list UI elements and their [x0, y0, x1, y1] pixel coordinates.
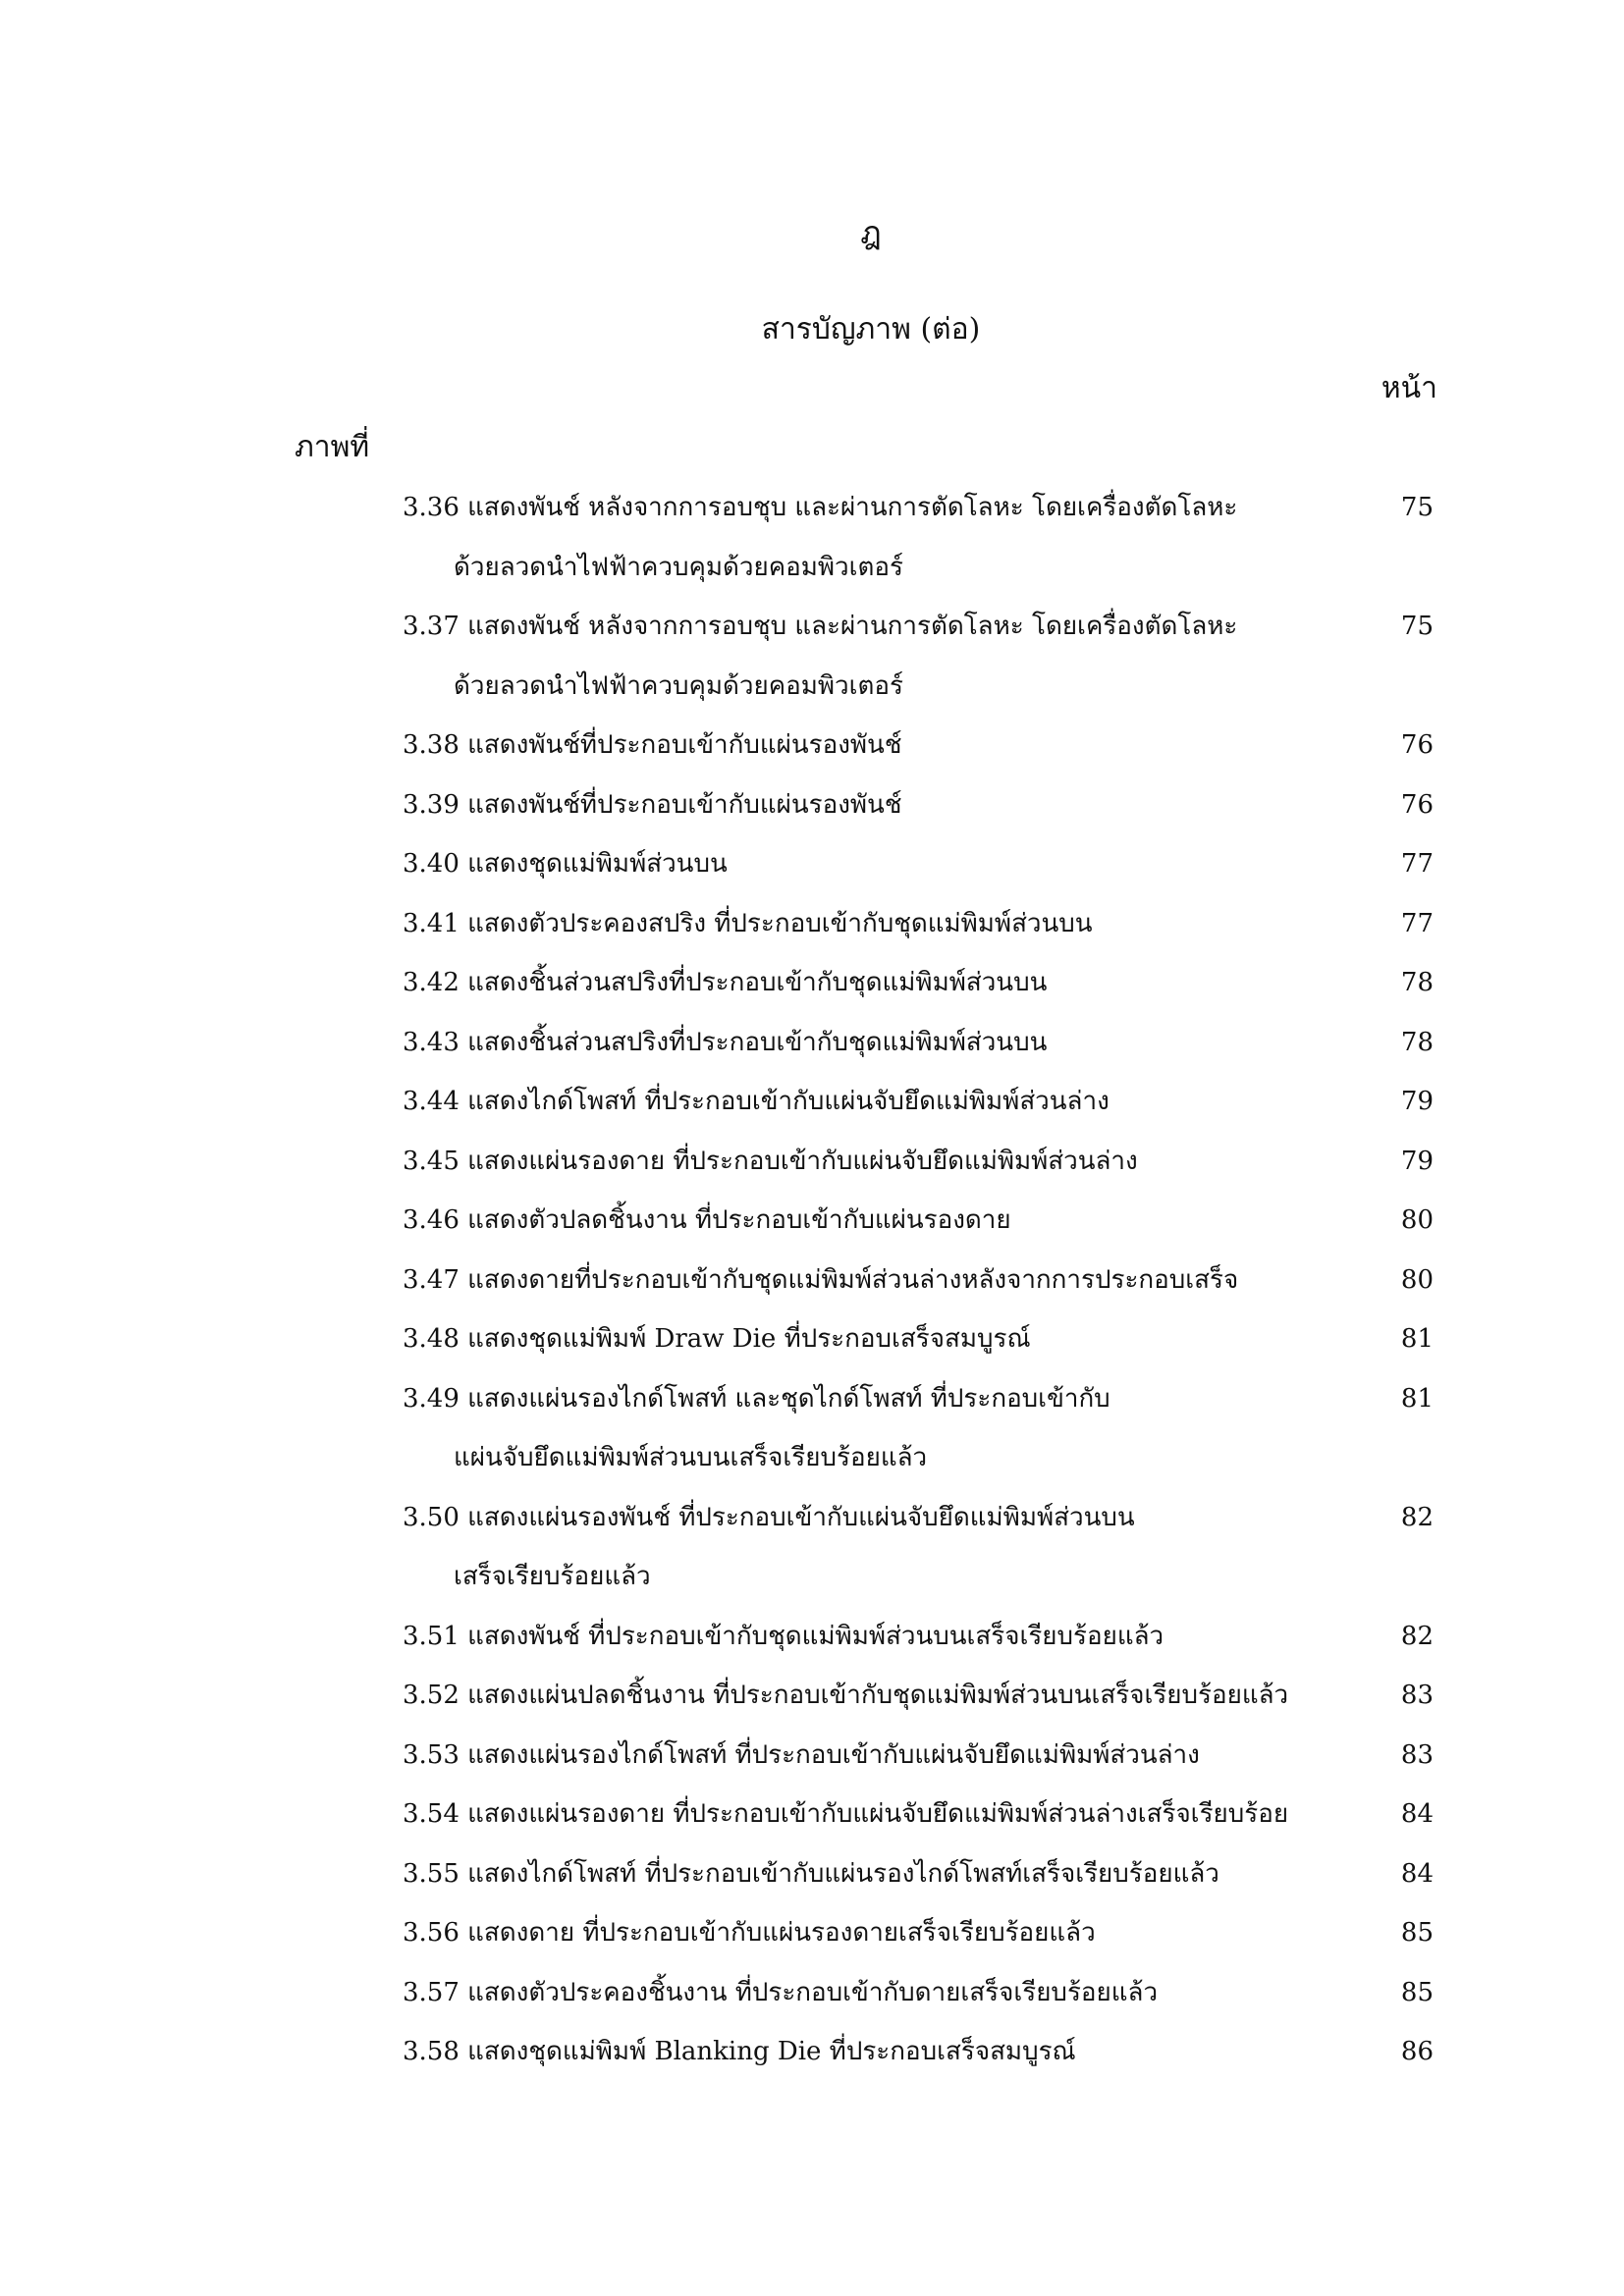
figure-entry	[403, 2022, 1434, 2082]
figure-entry	[403, 894, 1434, 954]
figure-entry-page: 78	[1400, 968, 1434, 997]
figure-entry-title: 3.36 แสดงพันช์ หลังจากการอบชุบ และผ่านการตัดโลหะ โดยเครื่องตัดโลหะ	[403, 493, 1238, 522]
figure-entry	[403, 716, 1434, 775]
figure-entry	[403, 1369, 1434, 1488]
figure-entry-title: 3.46 แสดงตัวปลดชิ้นงาน ที่ประกอบเข้ากับแผ่นรองดาย	[403, 1205, 1011, 1235]
figure-entry-page: 81	[1400, 1324, 1434, 1354]
figure-entry-page: 76	[1400, 789, 1434, 820]
figure-entry	[403, 1785, 1434, 1844]
figure-entry-title: 3.39 แสดงพันช์ที่ประกอบเข้ากับแผ่นรองพันช์	[403, 789, 902, 820]
figure-entry	[403, 1488, 1434, 1607]
figure-entry-page: 75	[1400, 493, 1434, 522]
figure-entry	[403, 1191, 1434, 1251]
figure-entry-page: 79	[1400, 1087, 1434, 1116]
figure-entry-page: 83	[1400, 1739, 1434, 1770]
figure-entry-title: 3.51 แสดงพันช์ ที่ประกอบเข้ากับชุดแม่พิมพ์ส่วนบนเสร็จเรียบร้อยแล้ว	[403, 1621, 1164, 1651]
figure-entry-page: 83	[1400, 1681, 1434, 1710]
figure-entry-title: 3.37 แสดงพันช์ หลังจากการอบชุบ และผ่านการตัดโลหะ โดยเครื่องตัดโลหะ	[403, 612, 1238, 641]
figure-entry-page: 79	[1400, 1146, 1434, 1176]
figure-entry-title: 3.47 แสดงดายที่ประกอบเข้ากับชุดแม่พิมพ์ส่วนล่างหลังจากการประกอบเสร็จ	[403, 1264, 1239, 1295]
figure-entry-title: 3.43 แสดงชิ้นส่วนสปริงที่ประกอบเข้ากับชุดแม่พิมพ์ส่วนบน	[403, 1027, 1048, 1057]
figure-entry	[403, 1903, 1434, 1963]
figure-entry-title: 3.56 แสดงดาย ที่ประกอบเข้ากับแผ่นรองดายเสร็จเรียบร้อยแล้ว	[403, 1918, 1096, 1948]
figure-entry-title: 3.49 แสดงแผ่นรองไกด์โพสท์ และชุดไกด์โพสท์ ที่ประกอบเข้ากับ	[403, 1383, 1110, 1414]
figure-entry-title: 3.42 แสดงชิ้นส่วนสปริงที่ประกอบเข้ากับชุดแม่พิมพ์ส่วนบน	[403, 968, 1048, 997]
figure-entry-page: 75	[1400, 612, 1434, 641]
page-column-header: หน้า	[1380, 371, 1437, 405]
figure-entry	[403, 597, 1434, 716]
figure-entry	[403, 775, 1434, 835]
figure-entry-title: 3.57 แสดงตัวประคองชิ้นงาน ที่ประกอบเข้ากับดายเสร็จเรียบร้อยแล้ว	[403, 1977, 1159, 2007]
figure-entry-page: 77	[1400, 908, 1434, 938]
figure-entry	[403, 1963, 1434, 2023]
figure-entry	[403, 1309, 1434, 1369]
figure-entry-title: 3.53 แสดงแผ่นรองไกด์โพสท์ ที่ประกอบเข้ากับแผ่นจับยึดแม่พิมพ์ส่วนล่าง	[403, 1739, 1200, 1770]
figure-entry-page: 85	[1400, 1977, 1434, 2007]
figure-entry-title-continued: เสร็จเรียบร้อยแล้ว	[454, 1562, 651, 1591]
page-number: ฎ	[860, 214, 882, 251]
figure-entry-title: 3.44 แสดงไกด์โพสท์ ที่ประกอบเข้ากับแผ่นจับยึดแม่พิมพ์ส่วนล่าง	[403, 1087, 1110, 1116]
figure-entry	[403, 1666, 1434, 1726]
figure-column-header: ภาพที่	[295, 430, 370, 464]
figure-entry-title-continued: ด้วยลวดนำไฟฟ้าควบคุมด้วยคอมพิวเตอร์	[454, 670, 903, 701]
figure-entry-page: 84	[1400, 1799, 1434, 1829]
figure-entry	[403, 478, 1434, 597]
figure-entry-title: 3.40 แสดงชุดแม่พิมพ์ส่วนบน	[403, 849, 728, 879]
figure-entry	[403, 1072, 1434, 1132]
figure-entry-title-continued: แผ่นจับยึดแม่พิมพ์ส่วนบนเสร็จเรียบร้อยแล้ว	[454, 1443, 928, 1472]
figure-entry-page: 78	[1400, 1027, 1434, 1057]
figure-entry-page: 86	[1400, 2037, 1434, 2066]
figure-list	[403, 478, 1434, 2082]
figure-entry-title: 3.58 แสดงชุดแม่พิมพ์ Blanking Die ที่ประกอบเสร็จสมบูรณ์	[403, 2037, 1076, 2066]
figure-entry-page: 80	[1400, 1205, 1434, 1235]
figure-entry-title: 3.38 แสดงพันช์ที่ประกอบเข้ากับแผ่นรองพันช์	[403, 730, 902, 760]
figure-entry-title: 3.55 แสดงไกด์โพสท์ ที่ประกอบเข้ากับแผ่นรองไกด์โพสท์เสร็จเรียบร้อยแล้ว	[403, 1858, 1219, 1889]
figure-entry-title: 3.45 แสดงแผ่นรองดาย ที่ประกอบเข้ากับแผ่นจับยึดแม่พิมพ์ส่วนล่าง	[403, 1146, 1138, 1176]
figure-entry	[403, 1726, 1434, 1786]
figure-entry	[403, 1251, 1434, 1310]
figure-entry	[403, 834, 1434, 894]
figure-entry	[403, 1013, 1434, 1073]
figure-entry-page: 80	[1400, 1264, 1434, 1295]
figure-entry-page: 84	[1400, 1858, 1434, 1889]
figure-entry-title: 3.50 แสดงแผ่นรองพันช์ ที่ประกอบเข้ากับแผ่นจับยึดแม่พิมพ์ส่วนบน	[403, 1502, 1135, 1532]
figure-entry-title: 3.41 แสดงตัวประคองสปริง ที่ประกอบเข้ากับชุดแม่พิมพ์ส่วนบน	[403, 908, 1093, 938]
figure-entry	[403, 1607, 1434, 1667]
figure-entry-page: 82	[1400, 1621, 1434, 1651]
figure-entry-title: 3.48 แสดงชุดแม่พิมพ์ Draw Die ที่ประกอบเสร็จสมบูรณ์	[403, 1324, 1031, 1354]
figure-entry-title: 3.54 แสดงแผ่นรองดาย ที่ประกอบเข้ากับแผ่นจับยึดแม่พิมพ์ส่วนล่างเสร็จเรียบร้อย	[403, 1799, 1289, 1829]
figure-entry-page: 76	[1400, 730, 1434, 760]
figure-entry-page: 82	[1400, 1502, 1434, 1532]
list-title: สารบัญภาพ (ต่อ)	[761, 312, 981, 347]
figure-entry	[403, 1844, 1434, 1904]
figure-entry	[403, 1132, 1434, 1192]
figure-entry-page: 81	[1400, 1383, 1434, 1414]
figure-entry-title: 3.52 แสดงแผ่นปลดชิ้นงาน ที่ประกอบเข้ากับชุดแม่พิมพ์ส่วนบนเสร็จเรียบร้อยแล้ว	[403, 1681, 1289, 1710]
figure-entry-title-continued: ด้วยลวดนำไฟฟ้าควบคุมด้วยคอมพิวเตอร์	[454, 552, 903, 582]
figure-entry-page: 85	[1400, 1918, 1434, 1948]
figure-entry	[403, 953, 1434, 1013]
figure-entry-page: 77	[1400, 849, 1434, 879]
